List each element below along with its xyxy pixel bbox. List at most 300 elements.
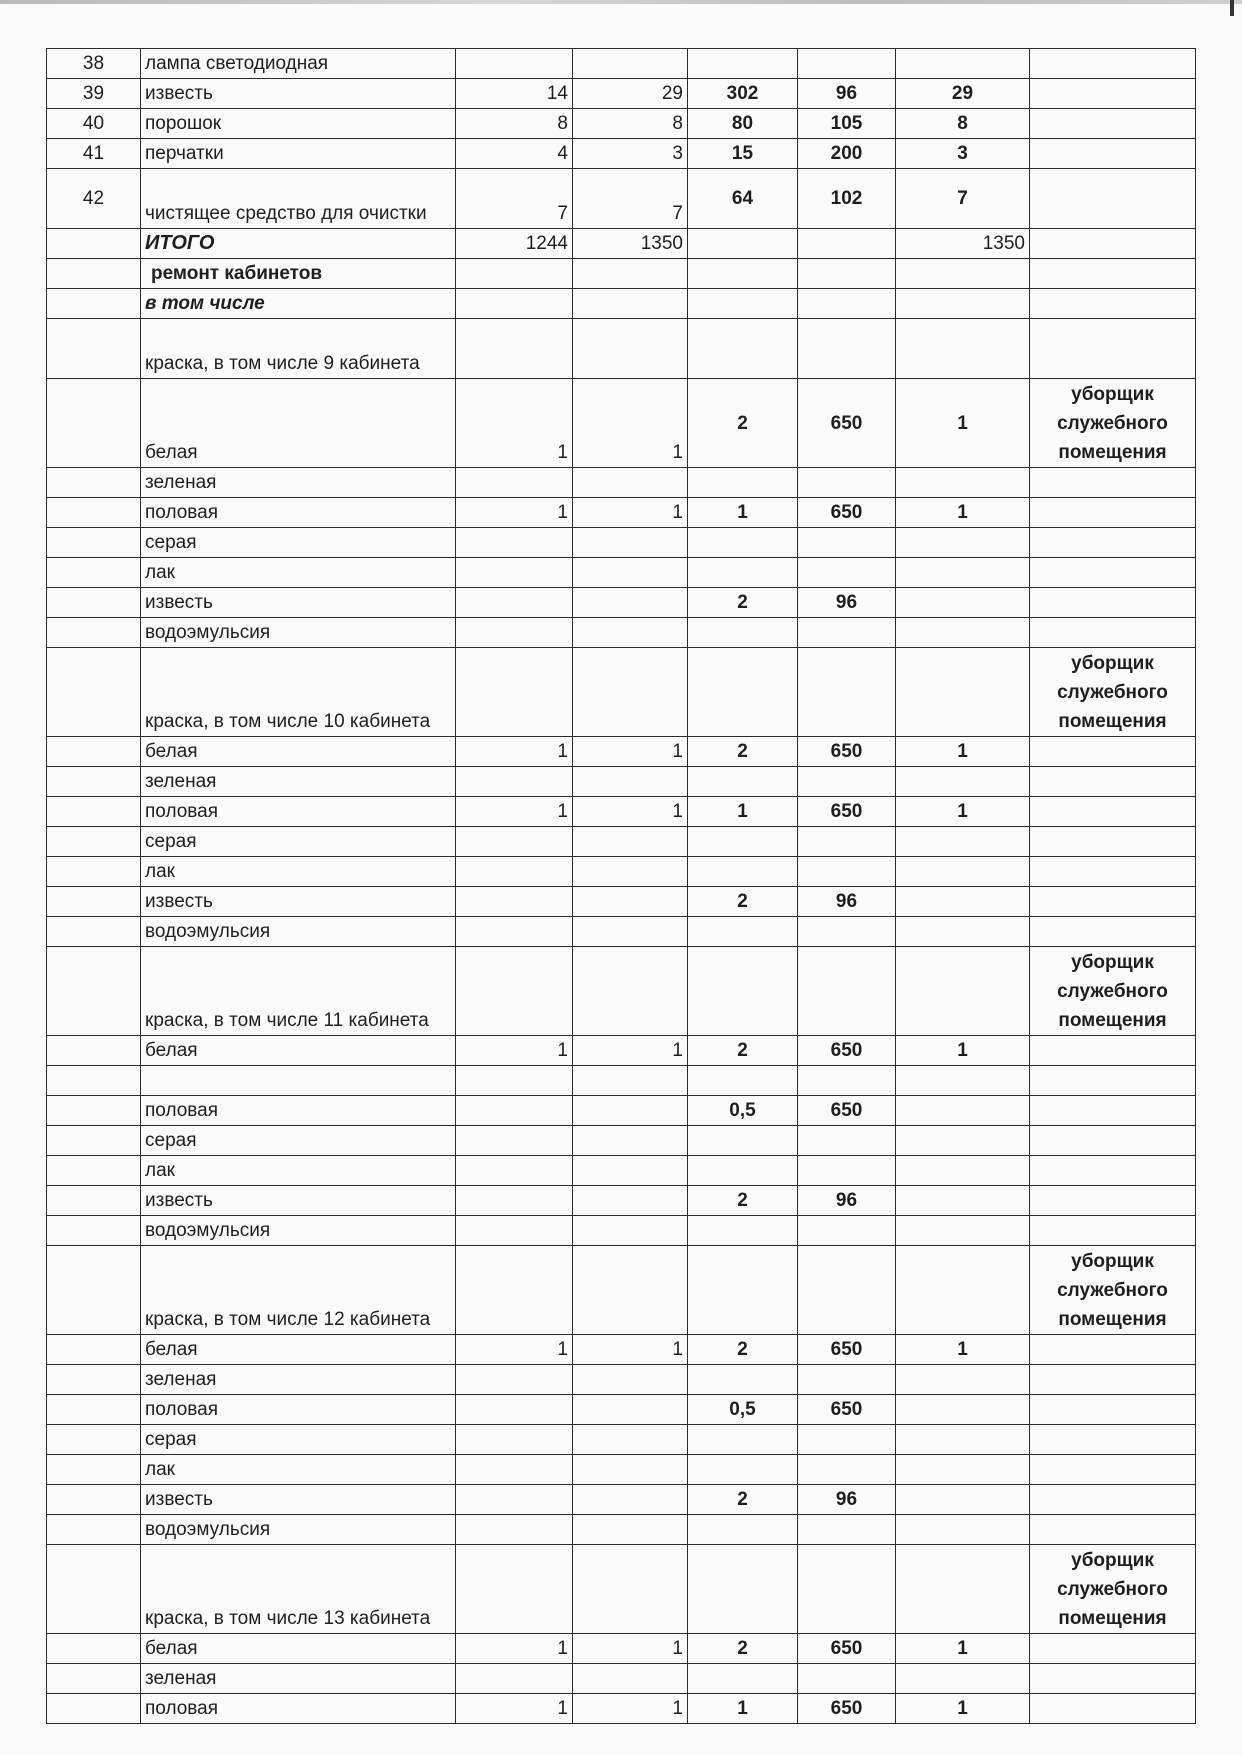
table-row	[47, 1545, 1196, 1634]
cell-d: 96	[798, 1485, 896, 1515]
cell-num	[47, 797, 141, 827]
cell-f	[1030, 558, 1196, 588]
cell-b: 1	[573, 379, 688, 468]
cell-f	[1030, 1664, 1196, 1694]
cell-name: известь	[141, 887, 456, 917]
row-label: в том числе	[145, 293, 265, 314]
cell-e	[896, 1216, 1030, 1246]
table-row	[47, 79, 1196, 109]
cell-e	[896, 558, 1030, 588]
cell-e: 7	[896, 169, 1030, 229]
cell-num	[47, 1096, 141, 1126]
cell-c	[688, 1246, 798, 1335]
cell-name: известь	[141, 1485, 456, 1515]
row-label: ремонт кабинетов	[151, 263, 323, 284]
cell-b: 3	[573, 139, 688, 169]
cell-b: 1	[573, 1694, 688, 1724]
table-row	[47, 1335, 1196, 1365]
cell-e: 8	[896, 109, 1030, 139]
cell-b: 1	[573, 737, 688, 767]
cell-f	[1030, 1515, 1196, 1545]
cell-d	[798, 1664, 896, 1694]
cell-a: 1	[456, 737, 573, 767]
cell-num	[47, 1455, 141, 1485]
table-row	[47, 588, 1196, 618]
cell-e: 1	[896, 1335, 1030, 1365]
cell-num	[47, 528, 141, 558]
cell-b: 7	[573, 169, 688, 229]
cell-e	[896, 1066, 1030, 1096]
cell-a	[456, 947, 573, 1036]
cell-a	[456, 767, 573, 797]
cell-a	[456, 468, 573, 498]
cell-d	[798, 857, 896, 887]
table-row	[47, 1455, 1196, 1485]
cell-num	[47, 1515, 141, 1545]
cell-f	[1030, 917, 1196, 947]
cell-c: 1	[688, 1694, 798, 1724]
cell-e: 3	[896, 139, 1030, 169]
cell-b	[573, 857, 688, 887]
cell-num	[47, 1365, 141, 1395]
cell-name: зеленая	[141, 468, 456, 498]
cell-d: 650	[798, 1036, 896, 1066]
cell-num	[47, 1216, 141, 1246]
cell-num	[47, 1425, 141, 1455]
cell-d	[798, 1246, 896, 1335]
cell-d	[798, 1216, 896, 1246]
cell-f	[1030, 1066, 1196, 1096]
table-row	[47, 289, 1196, 319]
cell-c	[688, 857, 798, 887]
cell-name: водоэмульсия	[141, 618, 456, 648]
cell-e: 1	[896, 797, 1030, 827]
cell-b: 1	[573, 1335, 688, 1365]
cell-d: 96	[798, 79, 896, 109]
cell-b	[573, 1545, 688, 1634]
cell-e	[896, 827, 1030, 857]
cell-f	[1030, 1425, 1196, 1455]
cell-d: 102	[798, 169, 896, 229]
cell-name: краска, в том числе 11 кабинета	[141, 947, 456, 1036]
cell-f	[1030, 618, 1196, 648]
cell-a	[456, 1664, 573, 1694]
cell-name: белая	[141, 1036, 456, 1066]
cell-c	[688, 229, 798, 259]
cell-num	[47, 1246, 141, 1335]
table-row	[47, 618, 1196, 648]
cell-name	[141, 1066, 456, 1096]
cell-a	[456, 1066, 573, 1096]
cell-f	[1030, 1096, 1196, 1126]
scan-top-edge	[0, 0, 1242, 4]
table-row	[47, 1425, 1196, 1455]
cell-b	[573, 1425, 688, 1455]
table-row	[47, 1246, 1196, 1335]
cell-b	[573, 49, 688, 79]
cell-c	[688, 917, 798, 947]
table-row	[47, 1515, 1196, 1545]
cell-num	[47, 1186, 141, 1216]
cell-c	[688, 1156, 798, 1186]
cell-a	[456, 1126, 573, 1156]
cell-c: 0,5	[688, 1096, 798, 1126]
cell-a: 1	[456, 1335, 573, 1365]
cell-f	[1030, 229, 1196, 259]
cell-e	[896, 1395, 1030, 1425]
cell-name: половая	[141, 1694, 456, 1724]
cell-d	[798, 618, 896, 648]
cell-a: 1	[456, 498, 573, 528]
cell-name: лак	[141, 1156, 456, 1186]
cell-f	[1030, 827, 1196, 857]
cell-d: 200	[798, 139, 896, 169]
cell-b: 1	[573, 797, 688, 827]
table-row	[47, 887, 1196, 917]
cell-name: зеленая	[141, 767, 456, 797]
cell-a	[456, 319, 573, 379]
cell-a	[456, 827, 573, 857]
table-row	[47, 1096, 1196, 1126]
table-row	[47, 1485, 1196, 1515]
cell-e: 1	[896, 1694, 1030, 1724]
materials-table	[46, 48, 1196, 1724]
cell-d: 650	[798, 1335, 896, 1365]
cell-f: уборщик служебного помещения	[1030, 1545, 1196, 1634]
cell-e	[896, 618, 1030, 648]
table-row	[47, 379, 1196, 468]
cell-f	[1030, 289, 1196, 319]
table-row	[47, 139, 1196, 169]
cell-a: 1	[456, 1036, 573, 1066]
cell-f	[1030, 1216, 1196, 1246]
cell-c	[688, 259, 798, 289]
cell-name: перчатки	[141, 139, 456, 169]
cell-a	[456, 1515, 573, 1545]
cell-e	[896, 49, 1030, 79]
cell-e: 1	[896, 1036, 1030, 1066]
cell-e	[896, 1156, 1030, 1186]
cell-e: 1	[896, 379, 1030, 468]
cell-e	[896, 648, 1030, 737]
cell-num	[47, 767, 141, 797]
cell-b	[573, 618, 688, 648]
cell-name: белая	[141, 1335, 456, 1365]
cell-d	[798, 648, 896, 737]
cell-d	[798, 319, 896, 379]
cell-c	[688, 767, 798, 797]
table-row	[47, 1156, 1196, 1186]
cell-num	[47, 379, 141, 468]
cell-f	[1030, 1395, 1196, 1425]
cell-b: 1	[573, 498, 688, 528]
cell-f: уборщик служебного помещения	[1030, 379, 1196, 468]
cell-d: 105	[798, 109, 896, 139]
cell-num	[47, 887, 141, 917]
cell-d	[798, 767, 896, 797]
cell-c	[688, 49, 798, 79]
cell-c: 2	[688, 379, 798, 468]
cell-d: 650	[798, 1634, 896, 1664]
cell-c	[688, 1365, 798, 1395]
cell-b	[573, 1395, 688, 1425]
cell-d	[798, 289, 896, 319]
cell-c: 2	[688, 737, 798, 767]
cell-d	[798, 259, 896, 289]
cell-f	[1030, 857, 1196, 887]
cell-name: белая	[141, 1634, 456, 1664]
cell-f	[1030, 49, 1196, 79]
cell-b	[573, 1485, 688, 1515]
cell-c	[688, 947, 798, 1036]
cell-name: лампа светодиодная	[141, 49, 456, 79]
cell-c: 2	[688, 1485, 798, 1515]
table-row	[47, 797, 1196, 827]
cell-num	[47, 259, 141, 289]
cell-c	[688, 528, 798, 558]
table-row	[47, 947, 1196, 1036]
cell-d	[798, 1515, 896, 1545]
cell-c: 1	[688, 797, 798, 827]
cell-f	[1030, 109, 1196, 139]
cell-name	[141, 259, 456, 289]
table-row	[47, 1186, 1196, 1216]
cell-d	[798, 49, 896, 79]
cell-num	[47, 498, 141, 528]
cell-e: 1	[896, 737, 1030, 767]
cell-num	[47, 648, 141, 737]
cell-c: 15	[688, 139, 798, 169]
cell-e	[896, 1545, 1030, 1634]
table-row	[47, 468, 1196, 498]
cell-name: лак	[141, 857, 456, 887]
cell-c	[688, 1066, 798, 1096]
cell-b	[573, 259, 688, 289]
cell-a: 14	[456, 79, 573, 109]
cell-a	[456, 1216, 573, 1246]
cell-name: известь	[141, 588, 456, 618]
table-row	[47, 528, 1196, 558]
cell-name: лак	[141, 1455, 456, 1485]
cell-b	[573, 1216, 688, 1246]
cell-e: 1350	[896, 229, 1030, 259]
cell-c	[688, 1425, 798, 1455]
cell-a	[456, 49, 573, 79]
cell-d	[798, 1545, 896, 1634]
cell-c	[688, 1126, 798, 1156]
cell-num	[47, 468, 141, 498]
cell-f	[1030, 169, 1196, 229]
cell-c	[688, 1515, 798, 1545]
cell-num	[47, 857, 141, 887]
cell-a: 1	[456, 1694, 573, 1724]
table-row	[47, 498, 1196, 528]
cell-f	[1030, 1694, 1196, 1724]
cell-e	[896, 289, 1030, 319]
cell-num	[47, 1335, 141, 1365]
table-row	[47, 1365, 1196, 1395]
cell-f	[1030, 1455, 1196, 1485]
cell-b	[573, 319, 688, 379]
cell-name: порошок	[141, 109, 456, 139]
cell-name: половая	[141, 1096, 456, 1126]
cell-num	[47, 1126, 141, 1156]
cell-f	[1030, 767, 1196, 797]
cell-a	[456, 1186, 573, 1216]
cell-num	[47, 1036, 141, 1066]
cell-d	[798, 827, 896, 857]
cell-f	[1030, 139, 1196, 169]
cell-d	[798, 1365, 896, 1395]
cell-name: половая	[141, 498, 456, 528]
cell-e	[896, 1365, 1030, 1395]
cell-b	[573, 1126, 688, 1156]
materials-table-body	[47, 49, 1196, 1724]
cell-a	[456, 1096, 573, 1126]
cell-b	[573, 528, 688, 558]
cell-name: серая	[141, 827, 456, 857]
cell-c	[688, 558, 798, 588]
cell-e: 29	[896, 79, 1030, 109]
cell-c: 2	[688, 1186, 798, 1216]
cell-f	[1030, 1156, 1196, 1186]
cell-d	[798, 468, 896, 498]
cell-c	[688, 1545, 798, 1634]
cell-name: зеленая	[141, 1664, 456, 1694]
cell-d: 650	[798, 1096, 896, 1126]
cell-f	[1030, 1126, 1196, 1156]
cell-name	[141, 289, 456, 319]
cell-c: 2	[688, 1335, 798, 1365]
cell-name: известь	[141, 1186, 456, 1216]
cell-d	[798, 528, 896, 558]
cell-e	[896, 468, 1030, 498]
cell-a: 1244	[456, 229, 573, 259]
cell-name: белая	[141, 737, 456, 767]
cell-c: 1	[688, 498, 798, 528]
cell-f	[1030, 737, 1196, 767]
cell-c	[688, 1455, 798, 1485]
table-row	[47, 1694, 1196, 1724]
cell-c: 2	[688, 1036, 798, 1066]
cell-c: 302	[688, 79, 798, 109]
cell-e	[896, 767, 1030, 797]
cell-num: 39	[47, 79, 141, 109]
table-row	[47, 169, 1196, 229]
cell-e	[896, 1246, 1030, 1335]
cell-e	[896, 319, 1030, 379]
cell-d	[798, 1156, 896, 1186]
cell-f	[1030, 1186, 1196, 1216]
cell-a: 1	[456, 379, 573, 468]
cell-name: половая	[141, 1395, 456, 1425]
cell-b	[573, 1156, 688, 1186]
cell-c	[688, 1216, 798, 1246]
cell-name: краска, в том числе 9 кабинета	[141, 319, 456, 379]
cell-num	[47, 1485, 141, 1515]
cell-b	[573, 588, 688, 618]
cell-name: известь	[141, 79, 456, 109]
table-row	[47, 1126, 1196, 1156]
cell-num: 41	[47, 139, 141, 169]
cell-f	[1030, 468, 1196, 498]
cell-name: чистящее средство для очистки	[141, 169, 456, 229]
cell-a	[456, 528, 573, 558]
cell-f	[1030, 498, 1196, 528]
cell-e	[896, 1096, 1030, 1126]
cell-c: 0,5	[688, 1395, 798, 1425]
cell-num	[47, 618, 141, 648]
cell-b	[573, 1365, 688, 1395]
cell-b	[573, 887, 688, 917]
cell-a: 7	[456, 169, 573, 229]
cell-num	[47, 558, 141, 588]
cell-b: 1350	[573, 229, 688, 259]
cell-e: 1	[896, 1634, 1030, 1664]
cell-a	[456, 887, 573, 917]
cell-d	[798, 1455, 896, 1485]
cell-a	[456, 1365, 573, 1395]
cell-d: 96	[798, 1186, 896, 1216]
cell-f	[1030, 528, 1196, 558]
cell-a	[456, 1455, 573, 1485]
cell-a	[456, 1425, 573, 1455]
cell-a	[456, 1246, 573, 1335]
cell-num	[47, 229, 141, 259]
cell-name: водоэмульсия	[141, 1216, 456, 1246]
cell-d: 96	[798, 887, 896, 917]
cell-num	[47, 1395, 141, 1425]
cell-a	[456, 618, 573, 648]
table-row	[47, 1066, 1196, 1096]
cell-e	[896, 528, 1030, 558]
cell-f	[1030, 79, 1196, 109]
cell-b	[573, 648, 688, 737]
cell-f	[1030, 797, 1196, 827]
cell-e	[896, 1425, 1030, 1455]
table-row	[47, 229, 1196, 259]
cell-name: белая	[141, 379, 456, 468]
table-row	[47, 1036, 1196, 1066]
cell-name: краска, в том числе 10 кабинета	[141, 648, 456, 737]
cell-e	[896, 588, 1030, 618]
cell-a: 4	[456, 139, 573, 169]
cell-f	[1030, 1485, 1196, 1515]
cell-name	[141, 229, 456, 259]
cell-name: зеленая	[141, 1365, 456, 1395]
cell-f: уборщик служебного помещения	[1030, 947, 1196, 1036]
cell-d	[798, 229, 896, 259]
cell-d: 650	[798, 737, 896, 767]
cell-a	[456, 1545, 573, 1634]
cell-name: половая	[141, 797, 456, 827]
cell-e	[896, 887, 1030, 917]
cell-e	[896, 1485, 1030, 1515]
table-row	[47, 857, 1196, 887]
cell-f	[1030, 1335, 1196, 1365]
cell-b	[573, 558, 688, 588]
cell-b	[573, 917, 688, 947]
cell-a	[456, 588, 573, 618]
cell-num	[47, 1664, 141, 1694]
cell-d: 650	[798, 797, 896, 827]
cell-a	[456, 1485, 573, 1515]
cell-f	[1030, 259, 1196, 289]
cell-d	[798, 1126, 896, 1156]
cell-b	[573, 767, 688, 797]
cell-a: 1	[456, 1634, 573, 1664]
cell-f	[1030, 588, 1196, 618]
